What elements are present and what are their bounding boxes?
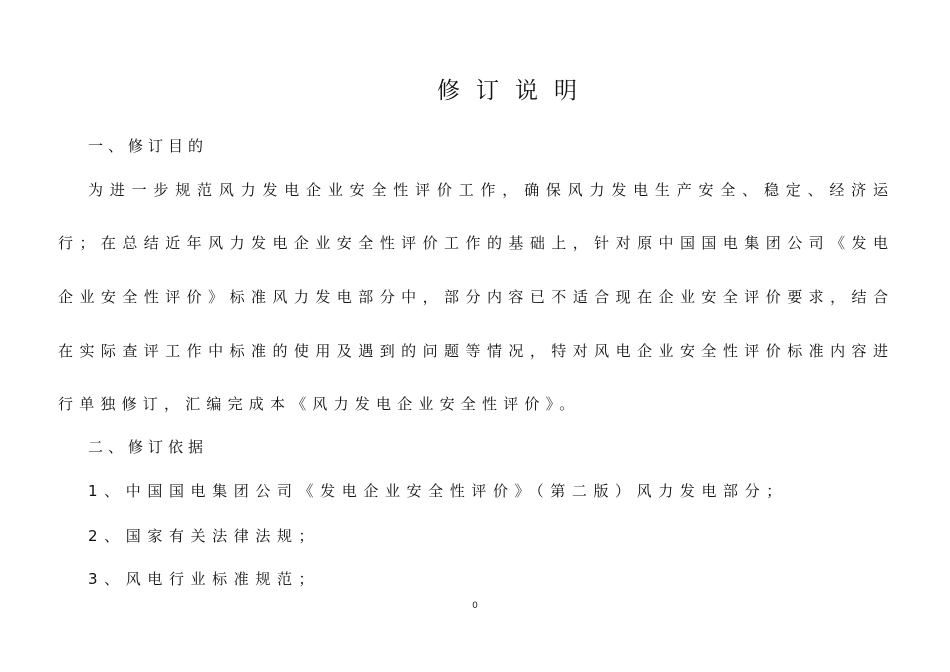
section-heading-basis: 二、修订依据 — [88, 438, 209, 456]
paragraph-line: 行单独修订，汇编完成本《风力发电企业安全性评价》。 — [58, 395, 581, 413]
document-title: 修订说明 — [437, 78, 593, 104]
paragraph-line: 为进一步规范风力发电企业安全性评价工作，确保风力发电生产安全、稳定、经济运 — [88, 181, 888, 199]
paragraph-line: 企业安全性评价》标准风力发电部分中，部分内容已不适合现在企业安全评价要求，结合 — [58, 288, 888, 306]
basis-list-item: 2、国家有关法律法规； — [88, 527, 321, 545]
paragraph-line: 行；在总结近年风力发电企业安全性评价工作的基础上，针对原中国国电集团公司《发电 — [58, 234, 888, 252]
page-number: 0 — [472, 601, 478, 611]
basis-list-item: 3、风电行业标准规范； — [88, 570, 321, 588]
paragraph-line: 在实际查评工作中标准的使用及遇到的问题等情况，特对风电企业安全性评价标准内容进 — [58, 342, 888, 360]
section-heading-purpose: 一、修订目的 — [88, 137, 209, 155]
basis-list-item: 1、中国国电集团公司《发电企业安全性评价》（第二版）风力发电部分； — [88, 482, 788, 500]
